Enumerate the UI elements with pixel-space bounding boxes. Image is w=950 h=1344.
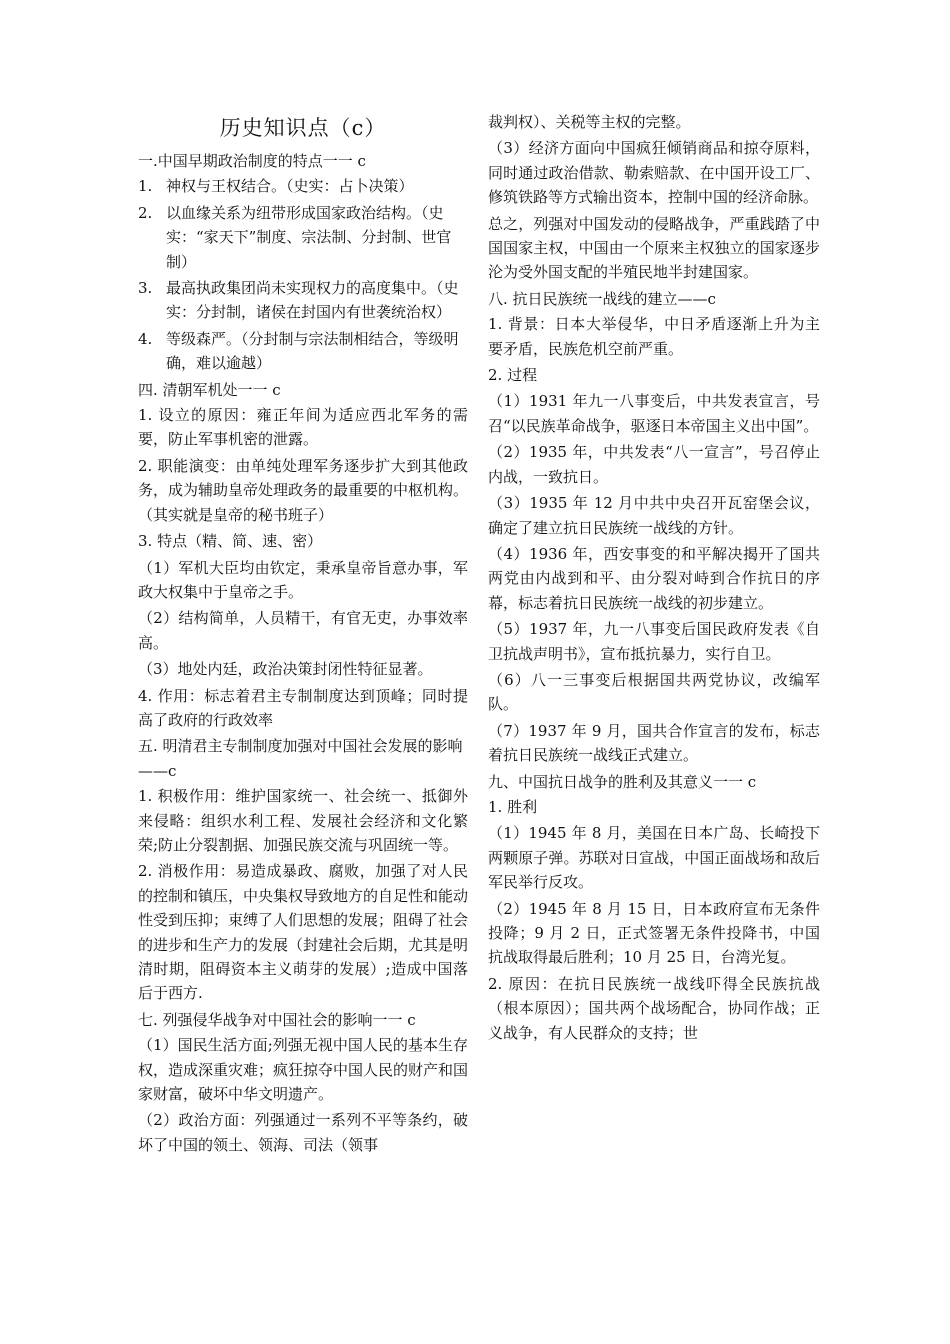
- paragraph: 3. 特点（精、简、速、密）: [138, 532, 323, 551]
- item-text: 以血缘关系为纽带形成国家政治结构。（史实：“家天下”制度、宗法制、分封制、世官制）: [166, 203, 452, 271]
- paragraph: （3）1935 年 12 月中共中央召开瓦窑堡会议，确定了建立抗日民族统一战线的方针。: [488, 494, 820, 537]
- list-item: [138, 201, 468, 274]
- paragraph: （5）1937 年，九一八事变后国民政府发表《自卫抗战声明书》，宣布抵抗暴力，实行自卫。: [488, 620, 820, 663]
- paragraph: （2）1945 年 8 月 15 日，日本政府宣布无条件投降；9 月 2 日，正式签署无条件投降书，中国抗战取得最后胜利；10 月 25 日，台湾光复。: [488, 899, 820, 967]
- left-column: [138, 110, 468, 1159]
- list-item: [138, 276, 468, 325]
- paragraph: 1. 积极作用：维护国家统一、社会统一、抵御外来侵略：组织水利工程、发展社会经济和文化繁荣;防止分裂割据、加强民族交流与巩固统一等。: [138, 787, 468, 854]
- document-title: 历史知识点（c）: [219, 116, 387, 140]
- section-heading: 九、中国抗日战争的胜利及其意义一一 c: [488, 772, 757, 791]
- paragraph: （2）政治方面：列强通过一系列不平等条约，破坏了中国的领土、领海、司法（领事: [138, 1111, 468, 1154]
- section-heading: 五. 明清君主专制制度加强对中国社会发展的影响——c: [138, 737, 463, 780]
- item-text: 神权与王权结合。（史实：占卜决策）: [166, 177, 414, 196]
- item-text: 等级森严。（分封制与宗法制相结合，等级明确，难以逾越）: [166, 329, 459, 373]
- paragraph: 2. 职能演变：由单纯处理军务逐步扩大到其他政务，成为辅助皇帝处理政务的最重要的中枢机构。（其实就是皇帝的秘书班子）: [138, 456, 469, 524]
- item-number: 4.: [138, 329, 153, 348]
- section-heading: 八. 抗日民族统一战线的建立——c: [488, 289, 716, 308]
- list-item: [138, 174, 468, 198]
- item-number: 3.: [138, 279, 153, 298]
- paragraph: 1. 背景：日本大举侵华，中日矛盾逐渐上升为主要矛盾，民族危机空前严重。: [488, 315, 820, 358]
- paragraph: （7）1937 年 9 月，国共合作宣言的发布，标志着抗日民族统一战线正式建立。: [488, 721, 820, 765]
- item-text: 最高执政集团尚未实现权力的高度集中。（史实：分封制，诸侯在封国内有世袭统治权）: [166, 279, 459, 322]
- paragraph: 总之，列强对中国发动的侵略战争，严重践踏了中国国家主权，中国由一个原来主权独立的国家逐步沦为受外国支配的半殖民地半封建国家。: [488, 214, 820, 282]
- section-heading: 一.中国早期政治制度的特点一一 c: [138, 152, 366, 170]
- section-heading: 四. 清朝军机处一一 c: [138, 380, 281, 399]
- right-column: [488, 110, 820, 1047]
- paragraph: （2）1935 年，中共发表“八一宣言”，号召停止内战，一致抗日。: [488, 443, 820, 486]
- paragraph: （4）1936 年，西安事变的和平解决揭开了国共两党由内战到和平、由分裂对峙到合作抗日的序幕，标志着抗日民族统一战线的初步建立。: [488, 544, 820, 612]
- paragraph: （6）八一三事变后根据国共两党协议，改编军队。: [488, 670, 820, 714]
- paragraph: （1）1945 年 8 月，美国在日本广岛、长崎投下两颗原子弹。苏联对日宣战，中国正面战场和敌后军民举行反攻。: [488, 824, 820, 892]
- section-heading: 七. 列强侵华战争对中国社会的影响一一 c: [138, 1010, 416, 1029]
- item-number: 1.: [138, 177, 153, 196]
- paragraph: 2. 过程: [488, 366, 538, 385]
- paragraph: （1）国民生活方面;列强无视中国人民的基本生存权，造成深重灾难；疯狂掠夺中国人民的财产和国家财富，破坏中华文明遗产。: [138, 1036, 469, 1104]
- paragraph: （1）军机大臣均由钦定，秉承皇帝旨意办事，军政大权集中于皇帝之手。: [138, 558, 468, 601]
- paragraph: 4. 作用：标志着君主专制制度达到顶峰；同时提高了政府的行政效率: [138, 686, 468, 729]
- paragraph: （2）结构简单，人员精干，有官无吏，办事效率高。: [138, 609, 468, 652]
- paragraph: 2. 原因：在抗日民族统一战线吓得全民族抗战（根本原因）；国共两个战场配合，协同作战；正义战争，有人民群众的支持；世: [488, 974, 820, 1042]
- paragraph: （1）1931 年九一八事变后，中共发表宣言，号召“以民族革命战争，驱逐日本帝国主义出中国”。: [488, 392, 820, 435]
- paragraph: 1. 设立的原因：雍正年间为适应西北军务的需要，防止军事机密的泄露。: [138, 406, 468, 449]
- paragraph: 裁判权）、关税等主权的完整。: [488, 113, 691, 131]
- paragraph: （3）经济方面向中国疯狂倾销商品和掠夺原料，同时通过政治借款、勒索赔款、在中国开设工厂、修筑铁路等方式输出资本，控制中国的经济命脉。: [488, 139, 820, 207]
- item-number: 2.: [138, 203, 153, 222]
- list-item: [138, 327, 468, 376]
- paragraph: 1. 胜利: [488, 797, 538, 816]
- paragraph: 2. 消极作用：易造成暴政、腐败，加强了对人民的控制和镇压，中央集权导致地方的自足性和能动性受到压抑；束缚了人们思想的发展；阻碍了社会的进步和生产力的发展（封建社会后期，尤其是明清时期，阻碍资本主义萌芽的发展）;造成中国落后于西方.: [138, 862, 469, 1003]
- paragraph: （3）地处内廷，政治决策封闭性特征显著。: [138, 660, 433, 679]
